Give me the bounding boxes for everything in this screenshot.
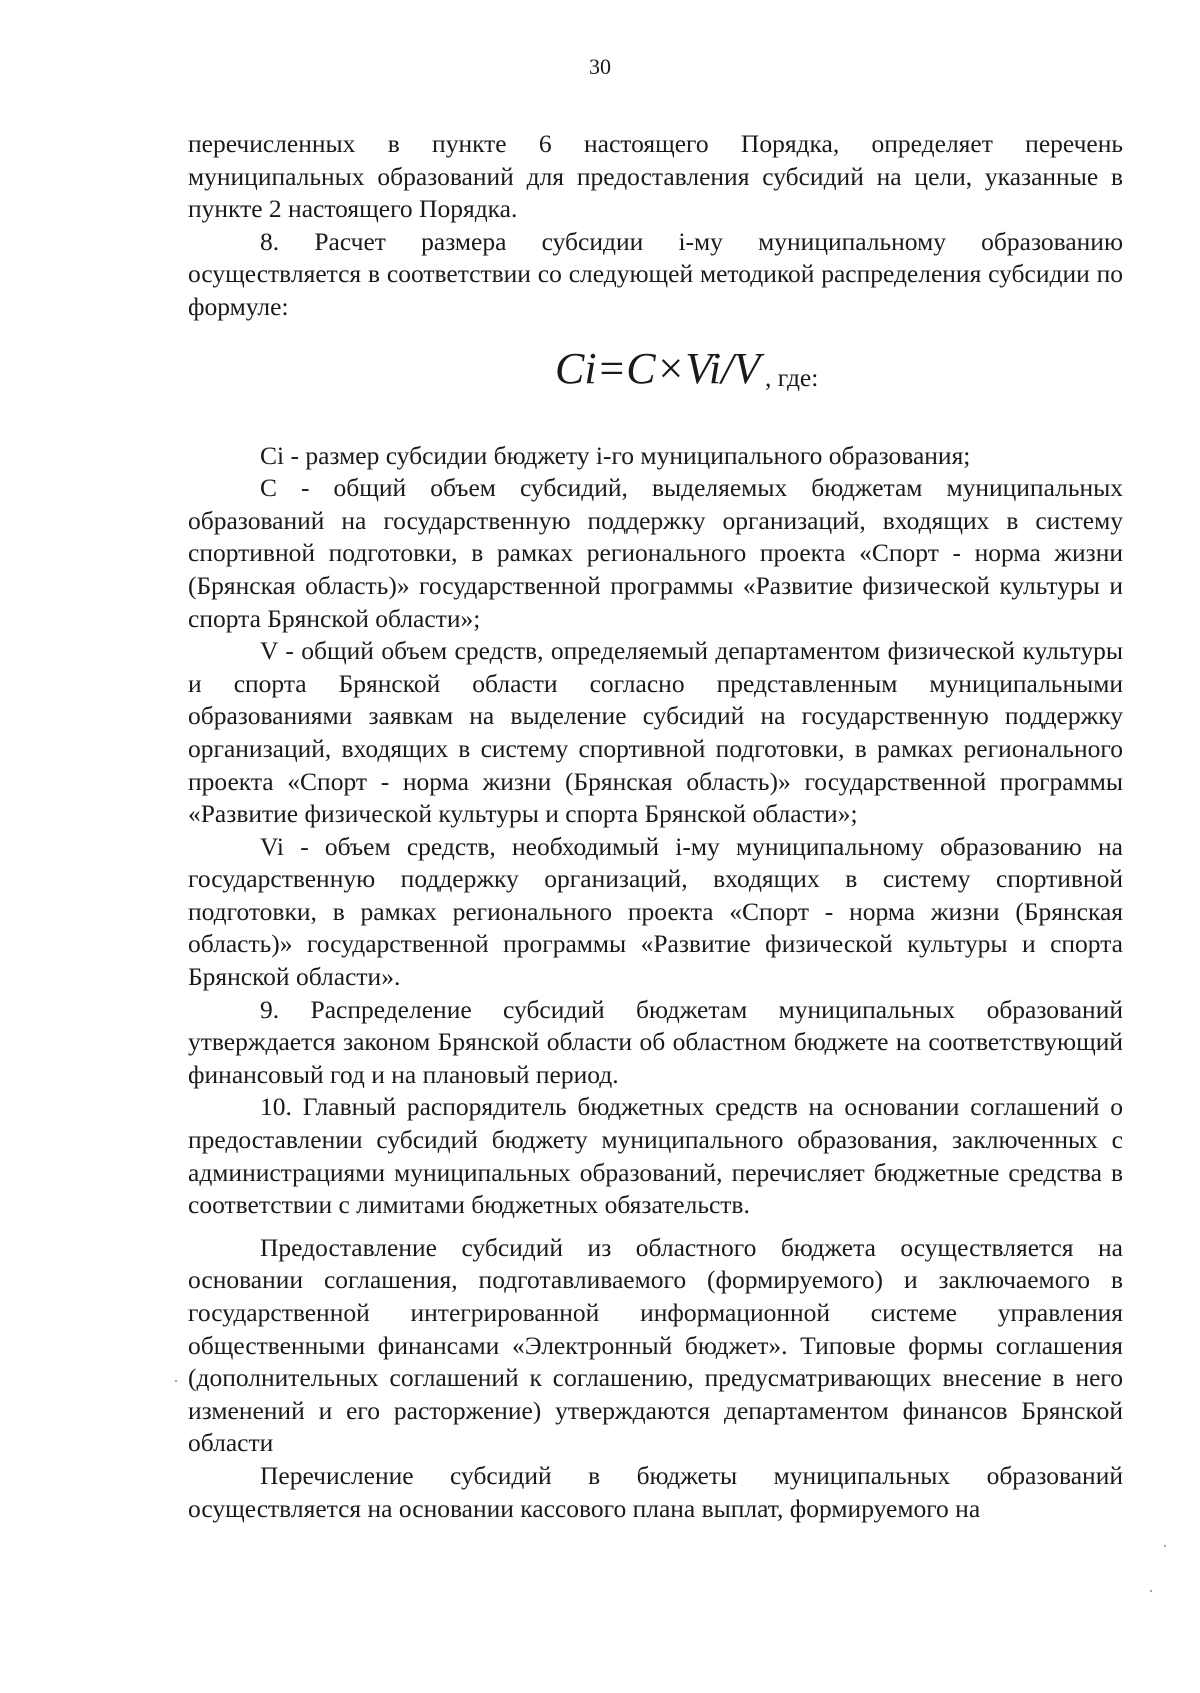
document-body <box>188 128 1123 1525</box>
page-number: 30 <box>589 54 611 79</box>
paragraph-gap <box>188 1222 1123 1232</box>
formula-suffix: , где: <box>765 362 819 392</box>
scan-speck <box>175 1380 177 1382</box>
subsidy-formula: Ci=C×Vi/V <box>555 343 761 393</box>
scan-speck <box>1150 1590 1152 1592</box>
paragraph-item-8: 8. Расчет размера субсидии i-му муниципальному образованию осуществляется в соответствии со следующей методикой распределения субсидии по формуле: <box>188 226 1123 321</box>
definition-vi: Vi - объем средств, необходимый i-му муниципальному образованию на государственную поддержку организаций, входящих в систему спортивной подготовки, в рамках регионального проекта «Спорт - норма жизни (Брянская область)» государственной программы «Развитие физической культуры и спорта Брянской области». <box>188 831 1123 992</box>
scan-speck <box>1164 1545 1166 1547</box>
definition-v: V - общий объем средств, определяемый департаментом физической культуры и спорта Брянской области согласно представленным муниципальными образованиями заявкам на выделение субсидий на государственную поддержку организаций, входящих в систему спортивной подготовки, в рамках регионального проекта «Спорт - норма жизни (Брянская область)» государственной программы «Развитие физической культуры и спорта Брянской области»; <box>188 636 1123 829</box>
formula-block <box>188 324 1123 440</box>
definition-ci: Ci - размер субсидии бюджету i-го муниципального образования; <box>260 440 971 470</box>
paragraph-agreement: Предоставление субсидий из областного бюджета осуществляется на основании соглашения, подготавливаемого (формируемого) и заключаемого в государственной интегрированной информационной системе управления общественными финансами «Электронный бюджет». Типовые формы соглашения (дополнительных соглашений к соглашению, предусматривающих внесение в него изменений и его расторжение) утверждаются департаментом финансов Брянской области <box>188 1232 1123 1458</box>
paragraph-item-9: 9. Распределение субсидий бюджетам муниципальных образований утверждается законом Брянской области об областном бюджете на соответствующий финансовый год и на плановый период. <box>188 994 1123 1089</box>
paragraph-item-10: 10. Главный распорядитель бюджетных средств на основании соглашений о предоставлении субсидий бюджету муниципального образования, заключенных с администрациями муниципальных образований, перечисляет бюджетные средства в соответствии с лимитами бюджетных обязательств. <box>188 1092 1123 1220</box>
paragraph-transfer: Перечисление субсидий в бюджеты муниципальных образований осуществляется на основании кассового плана выплат, формируемого на <box>188 1460 1123 1523</box>
definition-c: C - общий объем субсидий, выделяемых бюджетам муниципальных образований на государственную поддержку организаций, входящих в систему спортивной подготовки, в рамках регионального проекта «Спорт - норма жизни (Брянская область)» государственной программы «Развитие физической культуры и спорта Брянской области»; <box>188 473 1123 633</box>
paragraph-continuation: перечисленных в пункте 6 настоящего Порядка, определяет перечень муниципальных образований для предоставления субсидий на цели, указанные в пункте 2 настоящего Порядка. <box>188 129 1123 224</box>
